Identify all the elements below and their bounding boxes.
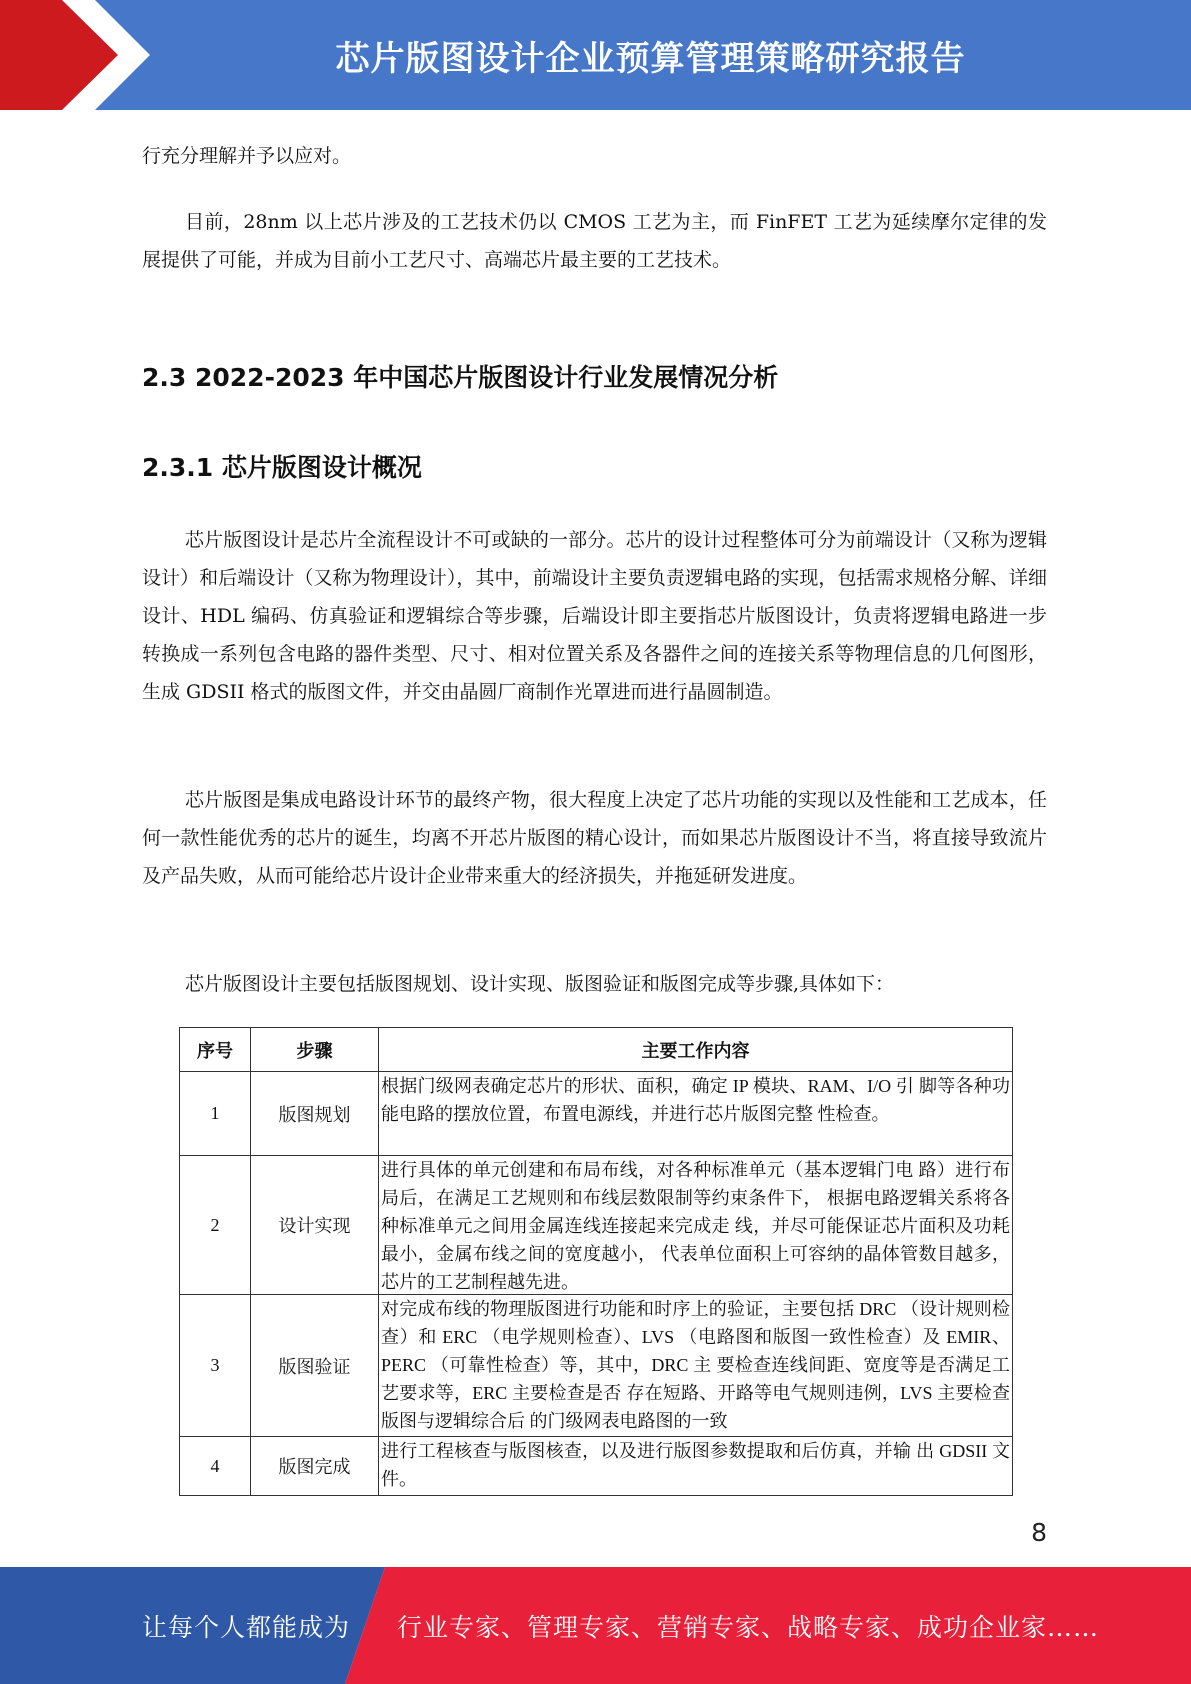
row-content-text: 进行工程核查与版图核查，以及进行版图参数提取和后仿真，并输 出 GDSII 文件。 [381,1441,1010,1489]
row-step: 版图验证 [251,1295,379,1437]
paragraph-continued: 行充分理解并予以应对。 [142,145,352,167]
row-content-text: 对完成布线的物理版图进行功能和时序上的验证，主要包括 DRC （设计规则检查）和 ERC （电学规则检查）、LVS （电路图和版图一致性检查）及 EMIR、PERC （可靠性检查）等，其中，DRC 主 要检查连线间距、宽度等是否满足工艺要求等，ERC 主要检查是否 存在短路、开路等电气规则违例，LVS 主要检查版图与逻辑综合后 的门级网表电路图的一致 [381,1299,1010,1431]
row-step: 设计实现 [251,1156,379,1295]
row-content [379,1156,1013,1295]
row-number: 2 [180,1156,251,1295]
row-content-text: 进行具体的单元创建和布局布线，对各种标准单元（基本逻辑门电 路）进行布局后，在满足工艺规则和布线层数限制等约束条件下， 根据电路逻辑关系将各种标准单元之间用金属连线连接起来完成走 线，并尽可能保证芯片面积及功耗最小，金属布线之间的宽度越小， 代表单位面积上可容纳的晶体管数目越多，芯片的工艺制程越先进。 [381,1160,1010,1292]
header-arrow-decoration [0,0,160,110]
table-row [180,1156,1013,1295]
footer-slogan-right: 行业专家、管理专家、营销专家、战略专家、成功企业家…… [397,1612,1100,1642]
column-header-step: 步骤 [251,1028,379,1072]
row-number: 4 [180,1437,251,1496]
table-row [180,1072,1013,1156]
section-heading-2-3-1: 2.3.1 芯片版图设计概况 [142,453,422,482]
column-header-number: 序号 [180,1028,251,1072]
row-content-text: 根据门级网表确定芯片的形状、面积，确定 IP 模块、RAM、I/O 引 脚等各种功能电路的摆放位置，布置电源线，并进行芯片版图完整 性检查。 [381,1076,1010,1124]
paragraph-layout-importance: 芯片版图是集成电路设计环节的最终产物，很大程度上决定了芯片功能的实现以及性能和工艺成本，任何一款性能优秀的芯片的诞生，均离不开芯片版图的精心设计，而如果芯片版图设计不当，将直接导致流片及产品失败，从而可能给芯片设计企业带来重大的经济损失，并拖延研发进度。 [142,789,1047,887]
row-content [379,1072,1013,1156]
page-footer [0,1567,1191,1684]
table-row [180,1437,1013,1496]
section-heading-2-3: 2.3 2022-2023 年中国芯片版图设计行业发展情况分析 [142,363,779,392]
page-number: 8 [1031,1518,1047,1547]
row-content [379,1295,1013,1437]
table-header-row [180,1028,1013,1072]
page-header [0,0,1191,110]
report-title: 芯片版图设计企业预算管理策略研究报告 [335,38,966,79]
column-header-content: 主要工作内容 [379,1028,1013,1072]
layout-steps-table [179,1027,1013,1496]
row-step: 版图完成 [251,1437,379,1496]
footer-slogan-left: 让每个人都能成为 [142,1612,351,1642]
row-step: 版图规划 [251,1072,379,1156]
paragraph-steps-intro: 芯片版图设计主要包括版图规划、设计实现、版图验证和版图完成等步骤,具体如下： [185,973,895,995]
table-row [180,1295,1013,1437]
row-number: 1 [180,1072,251,1156]
row-number: 3 [180,1295,251,1437]
paragraph-layout-overview: 芯片版图设计是芯片全流程设计不可或缺的一部分。芯片的设计过程整体可分为前端设计（又称为逻辑设计）和后端设计（又称为物理设计），其中，前端设计主要负责逻辑电路的实现，包括需求规格分解、详细设计、HDL 编码、仿真验证和逻辑综合等步骤，后端设计即主要指芯片版图设计，负责将逻辑电路进一步转换成一系列包含电路的器件类型、尺寸、相对位置关系及各器件之间的连接关系等物理信息的几何图形，生成 GDSII 格式的版图文件，并交由晶圆厂商制作光罩进而进行晶圆制造。 [142,529,1047,703]
row-content [379,1437,1013,1496]
paragraph-process-tech: 目前，28nm 以上芯片涉及的工艺技术仍以 CMOS 工艺为主，而 FinFET 工艺为延续摩尔定律的发展提供了可能，并成为目前小工艺尺寸、高端芯片最主要的工艺技术。 [142,211,1047,271]
